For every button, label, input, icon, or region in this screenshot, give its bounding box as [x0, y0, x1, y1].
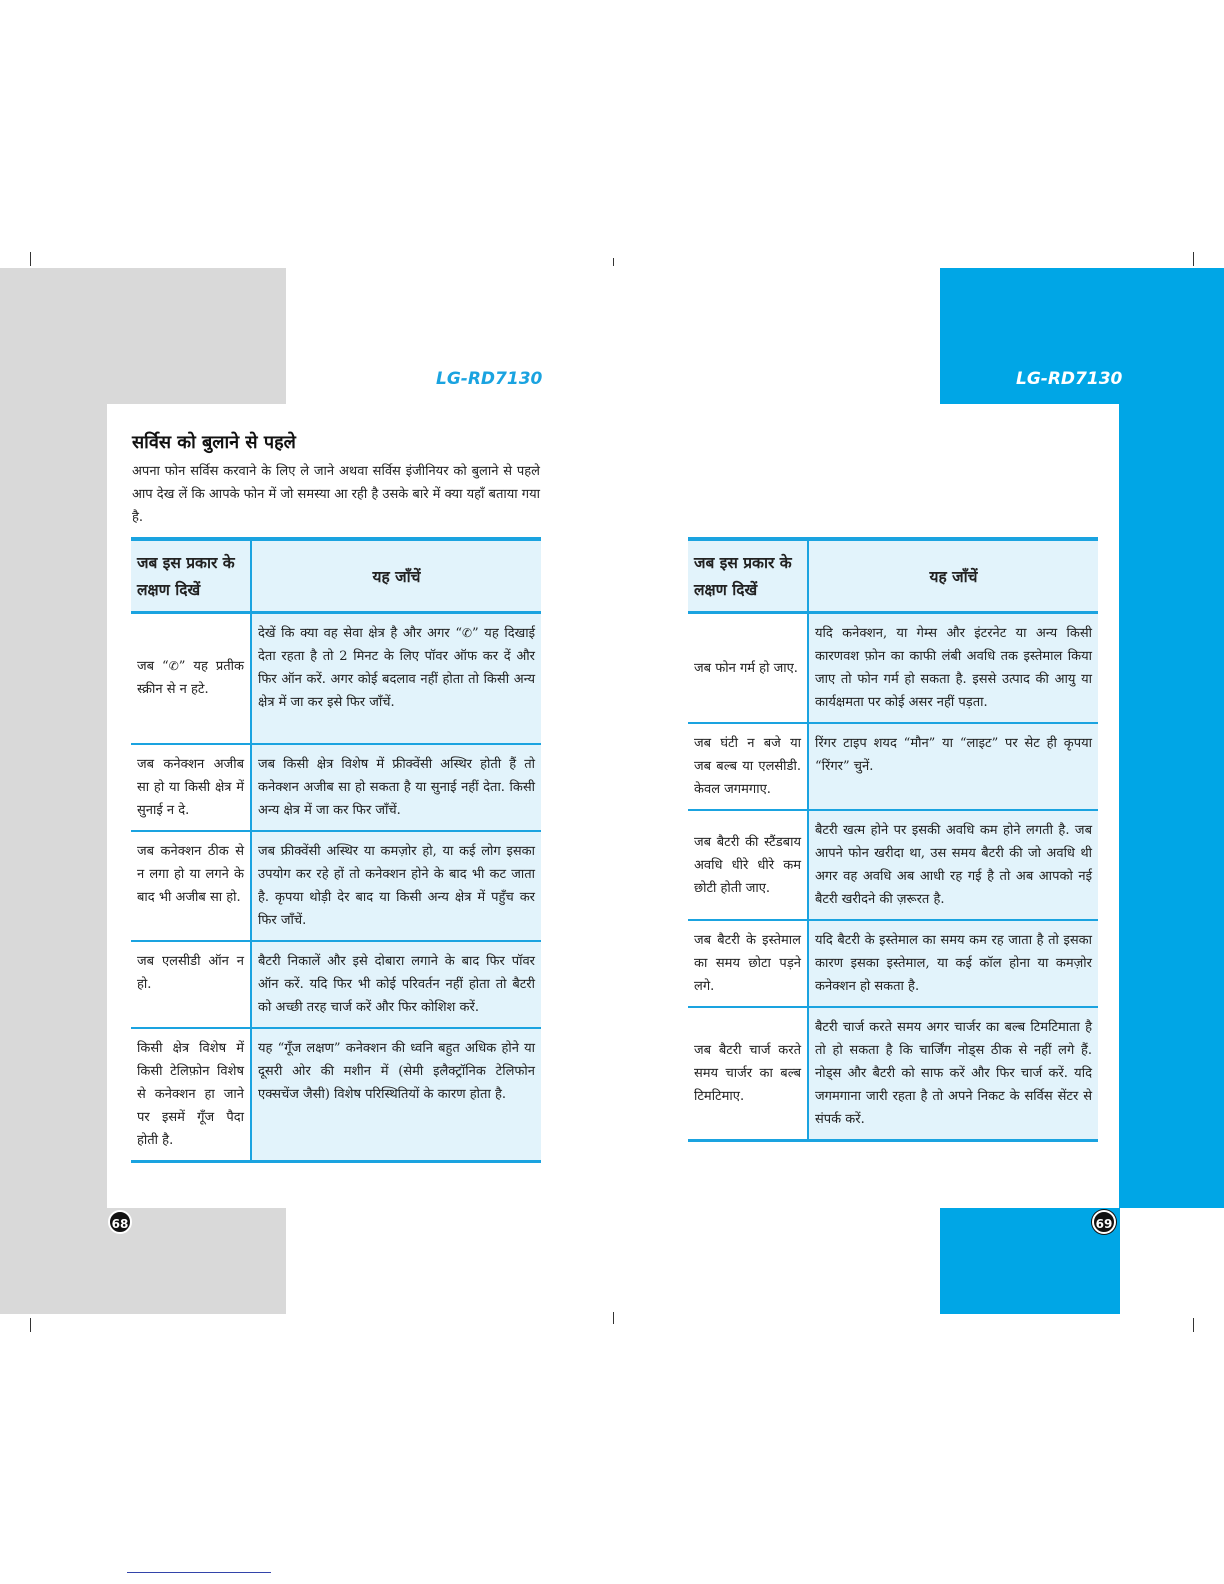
table-row — [131, 831, 541, 941]
model-label-left: LG-RD7130 — [436, 369, 543, 389]
table-row — [131, 941, 541, 1028]
crop-mark — [30, 1318, 31, 1332]
phone-icon: ✆ — [461, 626, 473, 640]
intro-paragraph: अपना फोन सर्विस करवाने के लिए ले जाने अथवा सर्विस इंजीनियर को बुलाने से पहले आप देख लें कि आपके फोन में जो समस्या आ रही है उसके बारे में क्या यहाँ बताया गया है. — [132, 464, 540, 525]
troubleshooting-table-right — [688, 537, 1098, 1142]
center-crop-mark — [613, 258, 614, 266]
crop-mark — [1193, 1318, 1194, 1332]
grey-band-top — [0, 268, 286, 404]
symptom-cell: जब बैटरी चार्ज करते समय चार्जर का बल्ब टिमटिमाए. — [688, 1007, 808, 1141]
symptom-text: ” यह प्रतीक स्क्रीन से न हटे. — [137, 659, 244, 698]
symptom-cell: जब बैटरी के इस्तेमाल का समय छोटा पड़ने लगे. — [688, 920, 808, 1007]
check-cell: जब किसी क्षेत्र विशेष में फ्रीक्वेंसी अस्थिर होती हैं तो कनेक्शन अजीब सा हो सकता है या सुनाई नहीं देता. किसी अन्य क्षेत्र में जा कर फिर जाँचें. — [251, 744, 541, 831]
check-text: देखें कि क्या वह सेवा क्षेत्र है और अगर “ — [258, 626, 462, 641]
check-cell: बैटरी निकालें और इसे दोबारा लगाने के बाद फिर पॉवर ऑन करें. यदि फिर भी कोई परिवर्तन नहीं होता तो बैटरी को अच्छी तरह चार्ज करें और फिर कोशिश करें. — [251, 941, 541, 1028]
table-row — [131, 1028, 541, 1162]
check-cell — [251, 613, 541, 744]
page-number-right: 69 — [1092, 1210, 1116, 1234]
check-cell: यदि बैटरी के इस्तेमाल का समय कम रह जाता है तो इसका कारण इसका इस्तेमाल, या कई कॉल होना या कमज़ोर कनेक्शन हो सकता है. — [808, 920, 1098, 1007]
table-header-row — [131, 539, 541, 613]
check-cell: रिंगर टाइप शयद “मौन” या “लाइट” पर सेट ही कृपया “रिंगर” चुनें. — [808, 723, 1098, 810]
symptom-cell: जब फोन गर्म हो जाए. — [688, 613, 808, 724]
symptom-text: जब “ — [137, 659, 169, 675]
center-crop-mark — [613, 1312, 614, 1324]
table-row — [688, 920, 1098, 1007]
table-row — [688, 1007, 1098, 1141]
check-cell: यह “गूँज लक्षण” कनेक्शन की ध्वनि बहुत अधिक होने या दूसरी ओर की मशीन में (सेमी इलैक्ट्रॉनिक टेलिफोन एक्सचेंज जैसी) विशेष परिस्थितियों के कारण होता है. — [251, 1028, 541, 1162]
symptom-cell: जब एलसीडी ऑन न हो. — [131, 941, 251, 1028]
column-header-check: यह जाँचें — [808, 539, 1098, 613]
check-text: ” यह दिखाई देता रहता है तो 2 मिनट के लिए पॉवर ऑफ कर दें और फिर ऑन करें. अगर कोई बदलाव नहीं होता तो किसी अन्य क्षेत्र में जा कर इसे फिर जाँचें. — [258, 626, 535, 710]
symptom-cell: किसी क्षेत्र विशेष में किसी टेलिफ़ोन विशेष से कनेक्शन हा जाने पर इसमें गूँज पैदा होती है. — [131, 1028, 251, 1162]
check-cell: बैटरी खत्म होने पर इसकी अवधि कम होने लगती है. जब आपने फोन खरीदा था, उस समय बैटरी की जो अवधि थी अगर वह अवधि अब आधी रह गई है तो अब आपको नई बैटरी खरीदने की ज़रूरत है. — [808, 810, 1098, 920]
symptom-cell: जब बैटरी की स्टैंडबाय अवधि धीरे धीरे कम छोटी होती जाए. — [688, 810, 808, 920]
page-heading: सर्विस को बुलाने से पहले — [132, 432, 296, 453]
symptom-cell: जब कनेक्शन अजीब सा हो या किसी क्षेत्र में सुनाई न दे. — [131, 744, 251, 831]
grey-band-side — [0, 404, 107, 1208]
column-header-check: यह जाँचें — [251, 539, 541, 613]
symptom-cell: जब कनेक्शन ठीक से न लगा हो या लगने के बाद भी अजीब सा हो. — [131, 831, 251, 941]
symptom-cell — [131, 613, 251, 744]
blue-band-side — [1119, 404, 1224, 1208]
table-row — [688, 723, 1098, 810]
table-row — [688, 810, 1098, 920]
check-cell: जब फ्रीक्वेंसी अस्थिर या कमज़ोर हो, या कई लोग इसका उपयोग कर रहे हों तो कनेक्शन होने के बाद भी कट जाता है. कृपया थोड़ी देर बाद या किसी अन्य क्षेत्र में पहुँच कर फिर जाँचें. — [251, 831, 541, 941]
symptom-cell: जब घंटी न बजे या जब बल्ब या एलसीडी. केवल जगमगाए. — [688, 723, 808, 810]
crop-mark — [30, 252, 31, 266]
troubleshooting-table-left — [131, 537, 541, 1163]
footer-rule — [127, 1572, 271, 1573]
table-row — [688, 613, 1098, 724]
column-header-symptom: जब इस प्रकार के लक्षण दिखें — [688, 539, 808, 613]
check-cell: यदि कनेक्शन, या गेम्स और इंटरनेट या अन्य किसी कारणवश फ़ोन का काफी लंबी अवधि तक इस्तेमाल किया जाए तो फोन गर्म हो सकता है. इससे उत्पाद की आयु या कार्यक्षमता पर कोई असर नहीं पड़ता. — [808, 613, 1098, 724]
table-row — [131, 613, 541, 744]
table-row — [131, 744, 541, 831]
check-cell: बैटरी चार्ज करते समय अगर चार्जर का बल्ब टिमटिमाता है तो हो सकता है कि चार्जिंग नोड्स ठीक से नहीं लगे हैं. नोड्स और बैटरी को साफ करें और फिर चार्ज करें. यदि जगमगाना जारी रहता है तो अपने निकट के सर्विस सेंटर से संपर्क करें. — [808, 1007, 1098, 1141]
column-header-symptom: जब इस प्रकार के लक्षण दिखें — [131, 539, 251, 613]
phone-icon: ✆ — [168, 659, 179, 674]
crop-mark — [1193, 252, 1194, 266]
table-header-row — [688, 539, 1098, 613]
page-number-left: 68 — [108, 1210, 132, 1234]
model-label-right: LG-RD7130 — [1016, 369, 1123, 389]
grey-band-bottom — [0, 1208, 286, 1314]
